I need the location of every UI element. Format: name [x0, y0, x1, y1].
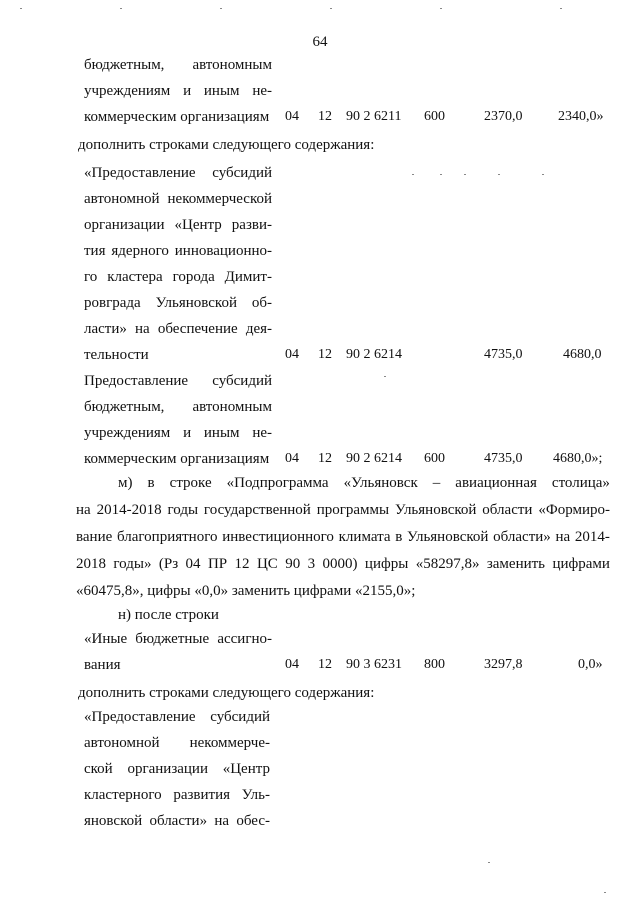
- word: субсидий: [212, 165, 272, 181]
- scan-speck: [542, 174, 544, 175]
- word: кластера: [107, 269, 163, 285]
- scan-speck: [604, 892, 606, 893]
- vr-cell: 800: [424, 657, 445, 672]
- row-description: [84, 708, 270, 838]
- word: обес-: [236, 813, 270, 829]
- cs-cell: 90 3 6231: [346, 657, 402, 672]
- word: разви-: [231, 217, 272, 233]
- cs-cell: 90 2 6214: [346, 347, 402, 362]
- word: инвестиционного: [222, 529, 334, 545]
- word: «58297,8»: [415, 556, 480, 572]
- word: 2014-: [574, 529, 610, 545]
- desc-line: [84, 812, 270, 838]
- word: Ульяновской: [395, 502, 477, 518]
- desc-line: [84, 56, 272, 82]
- desc-line: [84, 164, 272, 190]
- para-line: [76, 524, 610, 551]
- scan-speck: [464, 174, 466, 175]
- word: государственной: [203, 502, 311, 518]
- desc-line: [84, 82, 272, 108]
- para-line: [76, 497, 610, 524]
- word: не-: [252, 83, 272, 99]
- page-number: 64: [312, 34, 328, 50]
- desc-line: [84, 734, 270, 760]
- word: столица»: [551, 475, 610, 491]
- word: «Иные: [84, 631, 128, 647]
- rz-cell: 04: [285, 347, 299, 362]
- pr-cell: 12: [318, 451, 332, 466]
- word: кластерного: [84, 787, 162, 803]
- word: вание: [76, 529, 113, 545]
- word: яновской: [84, 813, 143, 829]
- desc-line: [84, 346, 272, 372]
- word: города: [172, 269, 215, 285]
- word: бюджетным,: [84, 57, 165, 73]
- word: на: [214, 813, 230, 829]
- desc-line: [84, 294, 272, 320]
- para-line-text: «60475,8», цифры «0,0» заменить цифрами «2155,0»;: [76, 583, 416, 599]
- scan-speck: [560, 8, 562, 9]
- desc-line: [84, 216, 272, 242]
- para-line: [76, 578, 610, 605]
- pr-cell: 12: [318, 657, 332, 672]
- word: го: [84, 269, 98, 285]
- word: (Рз: [158, 556, 179, 572]
- word: ласти»: [84, 321, 127, 337]
- word: ядерного: [111, 243, 169, 259]
- scan-speck: [440, 8, 442, 9]
- vr-cell: 600: [424, 451, 445, 466]
- desc-line: [84, 268, 272, 294]
- word: Ульяновской: [155, 295, 237, 311]
- word: ЦС: [256, 556, 278, 572]
- word: на: [76, 502, 91, 518]
- desc-line: [84, 320, 272, 346]
- sum1-cell: 4735,0: [484, 451, 523, 466]
- word: области»: [149, 813, 208, 829]
- scan-speck: [120, 8, 122, 9]
- word: бюджетным,: [84, 399, 165, 415]
- sum1-cell: 4735,0: [484, 347, 523, 362]
- sum2-cell: 2340,0»: [558, 109, 604, 124]
- word: иным: [203, 83, 240, 99]
- scan-speck: [412, 174, 414, 175]
- word: ской: [84, 761, 113, 777]
- word: ровграда: [84, 295, 141, 311]
- add-lines-text: дополнить строками следующего содержания:: [78, 137, 375, 153]
- word: благоприятного: [116, 529, 218, 545]
- row-description: [84, 630, 272, 682]
- word: обеспечение: [157, 321, 238, 337]
- word: области: [482, 502, 533, 518]
- word: 2014-2018: [96, 502, 162, 518]
- word: в: [147, 475, 155, 491]
- amendment-paragraph: [76, 470, 610, 605]
- desc-line: [84, 760, 270, 786]
- word: инновационно-: [174, 243, 272, 259]
- desc-line: [84, 424, 272, 450]
- word: «Центр: [222, 761, 270, 777]
- desc-line-text: тельности: [84, 347, 149, 363]
- sum2-cell: 4680,0: [563, 347, 602, 362]
- word: развития: [173, 787, 231, 803]
- word: «Ульяновск: [343, 475, 418, 491]
- word: «Формиро-: [538, 502, 610, 518]
- word: дея-: [245, 321, 272, 337]
- word: «Подпрограмма: [226, 475, 329, 491]
- word: –: [432, 475, 441, 491]
- word: организации: [84, 217, 165, 233]
- word: 0000): [322, 556, 358, 572]
- word: программы: [316, 502, 390, 518]
- word: на: [135, 321, 150, 337]
- word: климата: [338, 529, 391, 545]
- word: Ульяновской: [407, 529, 489, 545]
- word: на: [555, 529, 571, 545]
- word: учреждениям: [84, 83, 171, 99]
- word: бюджетные: [135, 631, 210, 647]
- word: годы»: [113, 556, 152, 572]
- word: 12: [234, 556, 250, 572]
- desc-line: [84, 656, 272, 682]
- sum1-cell: 3297,8: [484, 657, 523, 672]
- rz-cell: 04: [285, 451, 299, 466]
- scan-speck: [498, 174, 500, 175]
- word: цифры: [364, 556, 409, 572]
- word: Уль-: [241, 787, 270, 803]
- word: учреждениям: [84, 425, 171, 441]
- para-line: [84, 470, 610, 497]
- word: заменить: [486, 556, 546, 572]
- row-description: [84, 164, 272, 372]
- word: в: [395, 529, 403, 545]
- word: «Предоставление: [84, 165, 196, 181]
- para-line: [76, 551, 610, 578]
- word: некоммерческой: [167, 191, 272, 207]
- rz-cell: 04: [285, 657, 299, 672]
- word: автономной: [84, 191, 160, 207]
- word: не-: [252, 425, 272, 441]
- scan-speck: [220, 8, 222, 9]
- word: «Центр: [174, 217, 222, 233]
- word: 90: [285, 556, 301, 572]
- desc-line: [84, 630, 272, 656]
- row-description: [84, 56, 272, 134]
- sum2-cell: 4680,0»;: [553, 451, 603, 466]
- desc-line: [84, 708, 270, 734]
- word: «Предоставление: [84, 709, 196, 725]
- word: автономным: [192, 399, 272, 415]
- sum2-cell: 0,0»: [578, 657, 603, 672]
- word: тия: [84, 243, 106, 259]
- cs-cell: 90 2 6214: [346, 451, 402, 466]
- word: м): [118, 475, 133, 491]
- desc-line: [84, 190, 272, 216]
- desc-line: [84, 372, 272, 398]
- scan-speck: [488, 862, 490, 863]
- word: ПР: [207, 556, 228, 572]
- scan-speck: [330, 8, 332, 9]
- desc-line-text: коммерческим организациям: [84, 451, 270, 467]
- word: автономным: [192, 57, 272, 73]
- word: иным: [203, 425, 240, 441]
- pr-cell: 12: [318, 109, 332, 124]
- desc-line-text: коммерческим организациям: [84, 109, 270, 125]
- word: и: [183, 83, 192, 99]
- desc-line-text: вания: [84, 657, 121, 673]
- sum1-cell: 2370,0: [484, 109, 523, 124]
- vr-cell: 600: [424, 109, 445, 124]
- word: Димит-: [224, 269, 272, 285]
- word: авиационная: [455, 475, 537, 491]
- scan-speck: [20, 8, 22, 9]
- word: и: [183, 425, 192, 441]
- word: субсидий: [212, 373, 272, 389]
- word: субсидий: [210, 709, 270, 725]
- word: некоммерче-: [189, 735, 270, 751]
- desc-line: [84, 786, 270, 812]
- add-lines-text: дополнить строками следующего содержания:: [78, 685, 375, 701]
- rz-cell: 04: [285, 109, 299, 124]
- word: годы: [167, 502, 199, 518]
- word: автономной: [84, 735, 160, 751]
- cs-cell: 90 2 6211: [346, 109, 402, 124]
- word: организации: [127, 761, 208, 777]
- word: 04: [185, 556, 201, 572]
- word: ассигно-: [217, 631, 272, 647]
- scan-speck: [384, 376, 386, 377]
- desc-line: [84, 398, 272, 424]
- scan-speck: [440, 174, 442, 175]
- word: области»: [493, 529, 551, 545]
- word: цифрами: [552, 556, 610, 572]
- desc-line: [84, 242, 272, 268]
- after-line-text: н) после строки: [118, 607, 219, 623]
- desc-line: [84, 108, 272, 134]
- word: об-: [251, 295, 272, 311]
- pr-cell: 12: [318, 347, 332, 362]
- word: 3: [307, 556, 316, 572]
- word: Предоставление: [84, 373, 189, 389]
- row-description: [84, 372, 272, 476]
- word: строке: [169, 475, 212, 491]
- word: 2018: [76, 556, 106, 572]
